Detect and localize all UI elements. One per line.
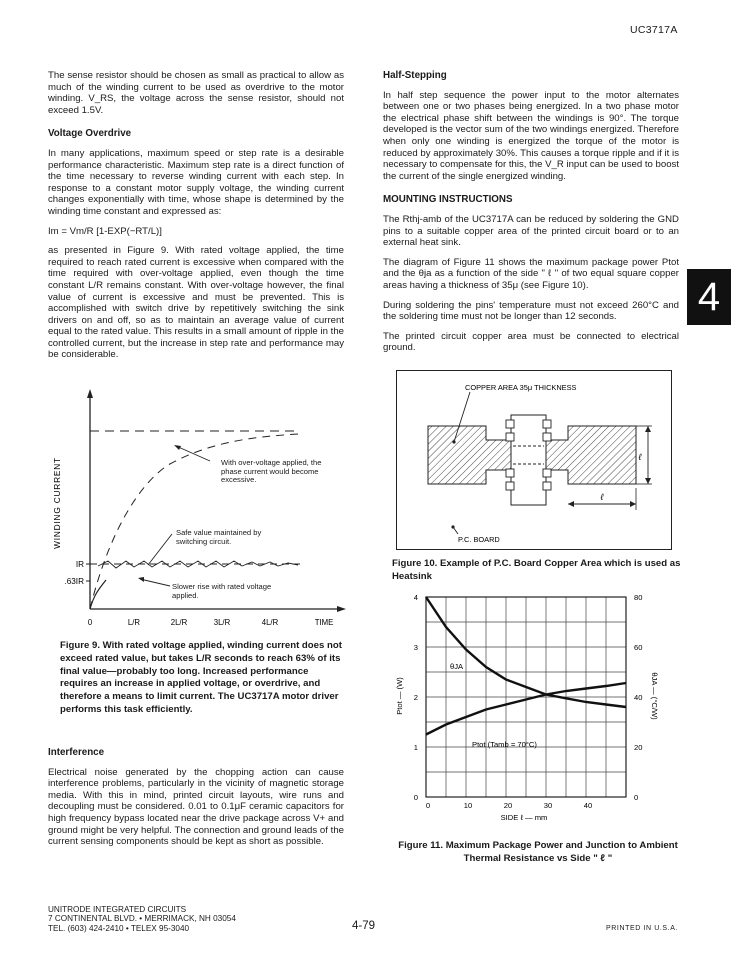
left-column (48, 70, 344, 369)
voltage-overdrive-heading: Voltage Overdrive (48, 128, 132, 140)
fig11-left-axis-label: Ptot — (W) (395, 677, 404, 715)
footer-company-line-1: UNITRODE INTEGRATED CIRCUITS (48, 905, 187, 914)
fig10-copper-pointer-dot (452, 440, 455, 443)
fig9-annotation-slow: Slower rise with rated voltage applied. (172, 582, 272, 600)
figure-10-caption (392, 558, 684, 584)
mounting-paragraph-3: During soldering the pins' temperature must not exceed 260°C and the soldering time must not be longer than 12 seconds. (383, 299, 679, 323)
fig11-left-tick: 0 (413, 793, 418, 802)
fig9-pointer-arrow-icon-2 (138, 577, 144, 582)
fig9-annotation-overvoltage: With over-voltage applied, the phase current would become excessive. (221, 458, 322, 485)
figure-9-caption-label: Figure 9. (60, 640, 100, 651)
fig9-y-arrow-icon (87, 389, 93, 398)
fig9-pointer-slow (140, 579, 170, 586)
fig11-right-tick: 40 (634, 693, 643, 702)
mounting-paragraph-4: The printed circuit copper area must be connected to electrical ground. (383, 330, 679, 354)
fig10-height-label: ℓ (638, 452, 642, 462)
figure-9-caption-text: With rated voltage applied, winding current does not exceed rated value, but takes L/R seconds to reach 63% of its final value—probably too long. Increased performance requires an increase in applied voltage, or overdrive, and therefore a means to limit current. The UC3717A motor driver performs this task efficiently. (60, 640, 342, 715)
interference-heading: Interference (48, 747, 105, 758)
figure-10-diagram (396, 370, 672, 550)
fig11-x-tick: 0 (425, 801, 431, 810)
fig11-theta-label: θJA (450, 662, 464, 671)
interference-section (48, 747, 344, 856)
footer-company (48, 905, 308, 933)
fig10-right-copper (546, 426, 636, 484)
figure-11-chart (390, 592, 690, 832)
fig10-dim-arrow-icon-3 (645, 426, 651, 432)
fig10-dim-arrow-icon-2 (630, 501, 636, 507)
mounting-paragraph-1: The Rthj-amb of the UC3717A can be reduced by soldering the GND pins to a suitable copper area of the printed circuit board or to an external heat sink. (383, 213, 679, 249)
fig11-right-axis-label: θJA — (°C/W) (650, 672, 659, 720)
fig11-right-tick: 60 (634, 643, 643, 652)
page-number: 4-79 (352, 920, 376, 932)
fig9-x-arrow-icon (337, 606, 346, 612)
intro-paragraph: The sense resistor should be chosen as small as practical to allow as much of the winding current to be used as overdrive to the motor winding. V_RS, the voltage across the sense resistor, should not exceed 1.5V. (48, 70, 344, 116)
fig9-y-axis-label: WINDING CURRENT (52, 457, 62, 549)
fig9-pointer-arrow-icon (174, 445, 181, 450)
fig10-ic-package (511, 415, 546, 505)
fig9-pointer-overvoltage (176, 446, 210, 461)
fig10-copper-label: COPPER AREA 35μ THICKNESS (465, 383, 577, 392)
fig11-grid (426, 597, 626, 797)
fig11-right-tick: 20 (634, 743, 643, 752)
fig11-x-tick: 10 (463, 801, 473, 810)
footer-company-line-3: TEL. (603) 424-2410 • TELEX 95-3040 (48, 923, 190, 933)
fig11-x-tick: 30 (543, 801, 553, 810)
fig9-rated-curve (90, 580, 106, 609)
figure-10-caption-text: Example of P.C. Board Copper Area which is used as Heatsink (392, 558, 681, 582)
half-stepping-paragraph: In half step sequence the power input to the motor alternates between one or two phases being energized. In a two phase motor the electrical phase shift between the windings is 90°. The torque developed is the vector sum of the two windings energized. Therefore when only one winding is energized the torque of the motor is reduced by approximately 30%. This causes a torque ripple and if it is necessary to compensate for this, the V_R input can be used to boost the current of the single energized winding. (383, 89, 679, 182)
fig9-annotation-safe: Safe value maintained by switching circuit. (176, 528, 262, 546)
section-tab: 4 (687, 269, 731, 325)
fig10-dim-arrow-icon-4 (645, 478, 651, 484)
fig9-x-tick-lr: L/R (127, 618, 141, 627)
fig11-x-tick: 40 (583, 801, 593, 810)
part-number-header: UC3717A (630, 24, 678, 36)
fig11-ticks (414, 593, 643, 810)
fig9-x-tick-4lr: 4L/R (261, 618, 279, 627)
fig10-board-pointer-dot (451, 525, 454, 528)
fig9-x-tick-3lr: 3L/R (213, 618, 231, 627)
fig9-pointer-safe (148, 534, 172, 565)
half-stepping-heading: Half-Stepping (383, 70, 447, 81)
fig11-x-axis-label: SIDE ℓ — mm (500, 813, 548, 822)
voltage-overdrive-paragraph-1: In many applications, maximum speed or step rate is a desirable performance characteristic. Maximum step rate is a direct function of the time necessary to reverse winding current with each step. In response to a constant motor supply voltage, the winding current changes exponentially with time, whose shape is determined by the winding time constant and expressed as: (48, 147, 344, 217)
fig11-x-tick: 20 (503, 801, 513, 810)
fig9-ir-label: IR (75, 560, 84, 569)
printed-in-usa: PRINTED IN U.S.A. (606, 925, 679, 932)
figure-9-caption (60, 640, 347, 717)
right-column (383, 70, 679, 362)
fig10-width-label: ℓ (600, 492, 604, 502)
fig11-left-tick: 1 (413, 743, 418, 752)
fig10-dim-arrow-icon-1 (568, 501, 574, 507)
fig11-ptot-label: Ptot (Tamb = 70°C) (472, 740, 537, 749)
fig11-left-tick: 2 (413, 693, 418, 702)
fig11-left-tick: 4 (413, 593, 418, 602)
fig9-x-tick-2lr: 2L/R (170, 618, 188, 627)
figure-11-caption (388, 840, 688, 866)
fig11-right-tick: 0 (634, 793, 639, 802)
fig11-right-tick: 80 (634, 593, 643, 602)
fig11-left-tick: 3 (413, 643, 418, 652)
current-equation: Im = Vm/R [1-EXP(−RT/L)] (48, 225, 162, 237)
fig10-board-label: P.C. BOARD (458, 535, 500, 544)
fig10-left-copper (428, 426, 511, 484)
mounting-paragraph-2: The diagram of Figure 11 shows the maximum package power Ptot and the θja as a function of the side " ℓ " of two equal square copper areas having a thickness of 35μ (see Figure 10). (383, 256, 679, 291)
fig9-x-tick-time: TIME (314, 618, 334, 627)
voltage-overdrive-paragraph-2: as presented in Figure 9. With rated voltage applied, the time required to reach rated current is excessive when compared with the time required with over-voltage applied, even though the time constant L/R remains constant. With over-voltage however, the final value of current is excessive and must be prevented. This is accomplished with switch drive by repetitively switching the sink drivers on and off, so as to maintain an average value of current equal to the rated value. This results in a small amount of ripple in the controlled current, but the increase in step rate and performance may be considerable. (48, 245, 344, 361)
figure-11-caption-text: Maximum Package Power and Junction to Ambient Thermal Resistance vs Side " ℓ " (445, 840, 678, 864)
figure-10-caption-label: Figure 10. (392, 558, 438, 569)
fig9-063-label: .63IR (64, 577, 84, 586)
fig9-x-tick-0: 0 (87, 618, 93, 627)
interference-paragraph: Electrical noise generated by the chopping action can cause interference problems, particularly in the vicinity of magnetic storage media. With this in mind, printed circuit layouts, wire runs and decoupling must be considered. 0.01 to 0.1μF ceramic capacitors for high frequency bypass located near the drive package across V+ and ground might be very helpful. The connection and ground leads of the current sensing components should be kept as short as possible. (48, 766, 344, 848)
mounting-heading: MOUNTING INSTRUCTIONS (383, 194, 513, 206)
figure-11-caption-label: Figure 11. (398, 840, 444, 851)
footer-company-line-2: 7 CONTINENTAL BLVD. • MERRIMACK, NH 03054 (48, 914, 236, 924)
